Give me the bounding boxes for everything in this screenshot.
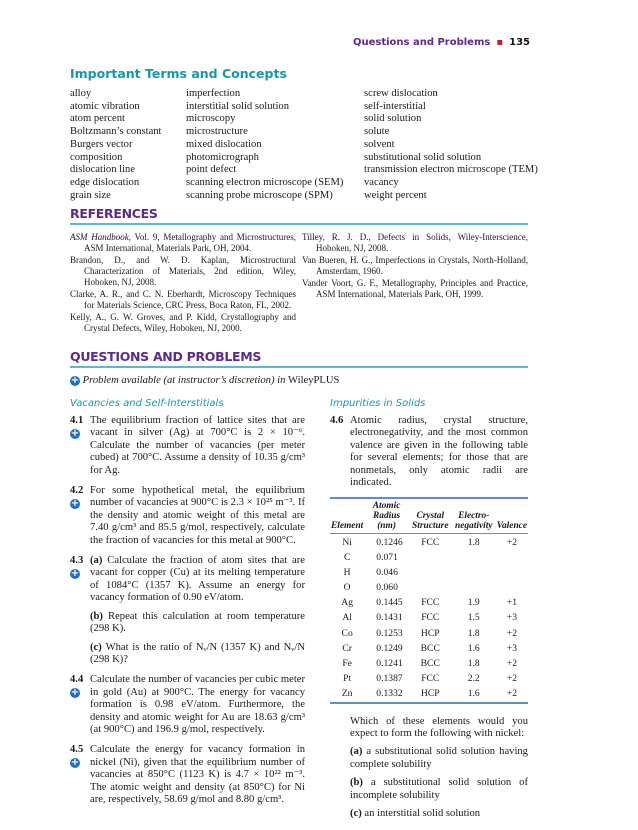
reference bbox=[70, 289, 296, 311]
reference-text: Clarke, A. R., and C. N. Eberhardt, Microscopy Techniques for Materials Science, CRC Press, Boca Raton, FL, 2002. bbox=[70, 289, 296, 310]
reference bbox=[302, 278, 528, 300]
table-cell bbox=[452, 565, 496, 580]
table-cell: 1.8 bbox=[467, 536, 480, 548]
table-cell: HCP bbox=[420, 688, 440, 700]
table-row bbox=[330, 580, 528, 595]
term: vacancy bbox=[364, 176, 399, 188]
table-cell bbox=[496, 565, 528, 580]
term: atomic vibration bbox=[70, 100, 140, 112]
note-text: Problem available (at instructor’s discretion) in bbox=[82, 375, 286, 386]
table-cell: +2 bbox=[506, 627, 517, 639]
term: microscopy bbox=[186, 113, 236, 125]
table-row bbox=[330, 641, 528, 656]
table-cell bbox=[496, 580, 528, 595]
problem-4-6 bbox=[330, 415, 528, 489]
term: Boltzmann’s constant bbox=[70, 126, 162, 138]
part-label: (c) bbox=[90, 641, 106, 653]
answer-option bbox=[350, 746, 528, 771]
term: solid solution bbox=[364, 113, 422, 125]
table-cell bbox=[496, 550, 528, 565]
divider bbox=[70, 223, 528, 225]
terms-column bbox=[70, 88, 186, 202]
problem-number: 4.1 bbox=[70, 415, 84, 426]
table-cell: +3 bbox=[506, 612, 517, 624]
reference bbox=[70, 255, 296, 288]
table-cell: HCP bbox=[420, 627, 440, 639]
plus-icon: + bbox=[70, 687, 80, 699]
reference-text: Vander Voort, G. F., Metallography, Principles and Practice, ASM International, Materials Park, OH, 1999. bbox=[302, 278, 528, 299]
table-cell: FCC bbox=[421, 597, 440, 609]
references-column bbox=[302, 232, 528, 335]
reference-text: Kelly, A., G. W. Groves, and P. Kidd, Crystallography and Crystal Defects, Wiley, Hoboken, NJ, 2000. bbox=[70, 312, 296, 333]
table-row bbox=[330, 595, 528, 610]
problem-columns bbox=[70, 397, 528, 820]
table-cell: Ag bbox=[341, 597, 354, 609]
table-cell: 1.6 bbox=[467, 688, 480, 700]
term: imperfection bbox=[186, 88, 241, 99]
problem-number: 4.2 bbox=[70, 485, 84, 497]
term: interstitial solid solution bbox=[186, 100, 289, 112]
references-list bbox=[70, 232, 528, 335]
page-number: 135 bbox=[509, 37, 530, 48]
term: solute bbox=[364, 126, 390, 138]
table-cell: 0.060 bbox=[376, 582, 398, 594]
problem-4-5 bbox=[70, 744, 305, 806]
right-column bbox=[330, 397, 528, 820]
option-text: a substitutional solid solution having complete solubility bbox=[350, 746, 528, 770]
option-label: (b) bbox=[350, 777, 371, 789]
part-label: (b) bbox=[90, 610, 108, 622]
table-row bbox=[330, 565, 528, 580]
term: dislocation line bbox=[70, 164, 136, 176]
elements-table bbox=[330, 497, 528, 703]
reference-text: Van Bueren, H. G., Imperfections in Crystals, North-Holland, Amsterdam, 1960. bbox=[302, 255, 528, 276]
table-cell: Cr bbox=[342, 642, 352, 654]
term: substitutional solid solution bbox=[364, 151, 482, 163]
table-row bbox=[330, 626, 528, 641]
problem-4-2 bbox=[70, 485, 305, 547]
term: photomicrograph bbox=[186, 151, 259, 163]
column-header: Electro-negativity bbox=[454, 511, 493, 532]
term: edge dislocation bbox=[70, 176, 140, 188]
table-cell: 2.2 bbox=[467, 673, 480, 685]
reference bbox=[302, 232, 528, 254]
table-cell bbox=[452, 580, 496, 595]
problem-number: 4.3 bbox=[70, 555, 84, 567]
header-section: Questions and Problems bbox=[352, 37, 491, 48]
table-row bbox=[330, 550, 528, 565]
problem-number: 4.5 bbox=[70, 744, 84, 756]
option-text: an interstitial solid solution bbox=[364, 807, 481, 819]
section-heading: Impurities in Solids bbox=[330, 398, 426, 409]
table-cell: Zn bbox=[341, 688, 353, 700]
running-header bbox=[353, 37, 530, 48]
option-text: a substitutional solid solution of incomplete solubility bbox=[350, 777, 528, 801]
table-row bbox=[330, 686, 528, 702]
followup-question: Which of these elements would you expect to form the following with nickel: bbox=[350, 715, 528, 739]
problem-4-4 bbox=[70, 674, 305, 736]
terms-column bbox=[186, 88, 364, 202]
reference-text: Tilley, R. J. D., Defects in Solids, Wiley-Interscience, Hoboken, NJ, 2008. bbox=[302, 232, 528, 253]
table-cell: Pt bbox=[343, 673, 352, 685]
table-cell bbox=[452, 550, 496, 565]
table-cell: 0.1387 bbox=[376, 673, 403, 685]
table-cell: 0.1241 bbox=[376, 658, 403, 670]
term: grain size bbox=[70, 189, 111, 201]
term: microstructure bbox=[186, 126, 248, 138]
table-cell: +2 bbox=[506, 673, 517, 685]
wileyplus-brand: WileyPLUS bbox=[288, 375, 340, 386]
problem-number: 4.6 bbox=[330, 415, 344, 426]
plus-icon: + bbox=[70, 568, 80, 580]
table-row bbox=[330, 534, 528, 550]
table-cell: FCC bbox=[421, 536, 440, 548]
option-label: (c) bbox=[350, 807, 365, 819]
terms-list bbox=[70, 88, 538, 202]
term: point defect bbox=[186, 164, 237, 176]
term: composition bbox=[70, 151, 123, 163]
table-cell: 1.8 bbox=[467, 627, 480, 639]
table-cell: 0.046 bbox=[376, 566, 398, 578]
term: weight percent bbox=[364, 189, 427, 201]
term: Burgers vector bbox=[70, 138, 133, 150]
term: screw dislocation bbox=[364, 88, 438, 99]
term: atom percent bbox=[70, 113, 126, 125]
problem-text: For some hypothetical metal, the equilibrium number of vacancies at 900°C is 2.3 × 10²⁵ m⁻³. If the density and atomic weight of this metal are 7.40 g/cm³ and 85.5 g/mol, respectively, calculate the fraction of vacancies for this metal at 900°C. bbox=[90, 485, 305, 546]
term: scanning probe microscope (SPM) bbox=[186, 189, 333, 201]
table-cell: O bbox=[343, 582, 351, 594]
term: scanning electron microscope (SEM) bbox=[186, 176, 344, 188]
table-cell: 0.1249 bbox=[376, 642, 403, 654]
table-cell: +2 bbox=[506, 658, 517, 670]
separator-dot: ▪ bbox=[496, 37, 504, 48]
section-heading: Vacancies and Self-Interstitials bbox=[70, 398, 224, 409]
part-text: What is the ratio of Nᵥ/N (1357 K) and Nᵥ/N (298 K)? bbox=[90, 641, 305, 665]
followup bbox=[330, 716, 528, 821]
term: mixed dislocation bbox=[186, 138, 262, 150]
term: self-interstitial bbox=[364, 100, 426, 112]
column-header: Atomic Radius (nm) bbox=[372, 501, 401, 532]
table-cell: Fe bbox=[342, 658, 352, 670]
option-label: (a) bbox=[350, 746, 367, 758]
reference bbox=[70, 312, 296, 334]
table-cell: 0.1431 bbox=[376, 612, 403, 624]
table-cell bbox=[409, 580, 452, 595]
answer-option bbox=[350, 777, 528, 802]
table-cell: FCC bbox=[421, 612, 440, 624]
column-header: Crystal Structure bbox=[412, 511, 449, 532]
problem-4-3 bbox=[70, 555, 305, 666]
table-cell: 0.1332 bbox=[376, 688, 403, 700]
left-column bbox=[70, 397, 305, 820]
table-cell bbox=[409, 565, 452, 580]
divider bbox=[70, 366, 528, 368]
problem-text: Atomic radius, crystal structure, electronegativity, and the most common valence are given in the following table for several elements; for those that are nonmetals, only atomic radii are indicated. bbox=[350, 415, 528, 489]
table-cell: +1 bbox=[506, 597, 517, 609]
table-cell: BCC bbox=[420, 658, 440, 670]
table-cell: 0.1445 bbox=[376, 597, 403, 609]
main-flow bbox=[70, 206, 528, 830]
table-cell: Al bbox=[342, 612, 352, 624]
problem-text: Calculate the number of vacancies per cubic meter in gold (Au) at 900°C. The energy for vacancy formation is 0.98 eV/atom. Furthermore, the density and atomic weight for Au are 18.63 g/cm³ (at 900°C) and 196.9 g/mol, respectively. bbox=[90, 674, 305, 735]
table-cell: +3 bbox=[506, 642, 517, 654]
table-cell: 1.9 bbox=[467, 597, 480, 609]
problem-text: The equilibrium fraction of lattice sites that are vacant in silver (Ag) at 700°C is 2 × 10⁻⁶. Calculate the number of vacancies (per meter cubed) at 700°C. Assume a density of 10.35 g/cm³ for Ag. bbox=[90, 415, 305, 476]
terms-heading: Important Terms and Concepts bbox=[70, 66, 287, 81]
table-row bbox=[330, 656, 528, 671]
table-cell: H bbox=[343, 566, 351, 578]
terms-column bbox=[364, 88, 538, 202]
part-label: (a) bbox=[90, 555, 108, 567]
table-row bbox=[330, 610, 528, 625]
column-header: Element bbox=[331, 521, 364, 532]
table-cell: C bbox=[343, 551, 351, 563]
plus-icon: + bbox=[70, 757, 80, 769]
problem-number: 4.4 bbox=[70, 674, 84, 686]
table-row bbox=[330, 671, 528, 686]
reference bbox=[70, 232, 296, 254]
reference-text: Vol. 9, Metallography and Microstructures, ASM International, Materials Park, OH, 2004. bbox=[84, 232, 296, 253]
table-cell: +2 bbox=[506, 536, 517, 548]
reference-title: ASM Handbook, bbox=[70, 232, 131, 242]
table-cell: BCC bbox=[420, 642, 440, 654]
reference bbox=[302, 255, 528, 277]
wileyplus-note bbox=[70, 374, 528, 387]
problem-part bbox=[90, 611, 305, 636]
column-header: Valence bbox=[496, 521, 527, 532]
problem-part bbox=[90, 642, 305, 667]
problem-text: Calculate the fraction of atom sites that are vacant for copper (Cu) at its melting temperature of 1084°C (1357 K). Assume an energy for vacancy formation of 0.90 eV/atom. bbox=[90, 555, 305, 604]
table-cell: Ni bbox=[342, 536, 352, 548]
table-cell: 0.1246 bbox=[376, 536, 403, 548]
questions-heading: QUESTIONS AND PROBLEMS bbox=[70, 349, 262, 364]
answer-option bbox=[350, 808, 528, 820]
part-text: Repeat this calculation at room temperature (298 K). bbox=[90, 610, 305, 635]
term: transmission electron microscope (TEM) bbox=[364, 164, 538, 176]
table-cell: 0.071 bbox=[376, 551, 398, 563]
table-cell: +2 bbox=[506, 688, 517, 700]
plus-icon: + bbox=[70, 375, 80, 386]
table-cell: 1.6 bbox=[467, 642, 480, 654]
reference-text: Brandon, D., and W. D. Kaplan, Microstructural Characterization of Materials, 2nd edition, Wiley, Hoboken, NJ, 2008. bbox=[70, 255, 296, 287]
references-heading: REFERENCES bbox=[70, 206, 158, 221]
table-cell: Co bbox=[341, 627, 353, 639]
plus-icon: + bbox=[70, 428, 80, 439]
table-cell: 1.8 bbox=[467, 658, 480, 670]
problem-4-1 bbox=[70, 415, 305, 477]
term: solvent bbox=[364, 138, 395, 150]
references-column bbox=[70, 232, 296, 335]
table-cell: FCC bbox=[421, 673, 440, 685]
problem-text: Calculate the energy for vacancy formation in nickel (Ni), given that the equilibrium number of vacancies at 850°C (1123 K) is 4.7 × 10²² m⁻³. The atomic weight and density (at 850°C) for Ni are, respectively, 58.69 g/mol and 8.80 g/cm³. bbox=[90, 744, 305, 805]
table-cell: 1.5 bbox=[467, 612, 480, 624]
term: alloy bbox=[70, 88, 92, 99]
table-cell: 0.1253 bbox=[376, 627, 403, 639]
table-cell bbox=[409, 550, 452, 565]
plus-icon: + bbox=[70, 498, 80, 510]
